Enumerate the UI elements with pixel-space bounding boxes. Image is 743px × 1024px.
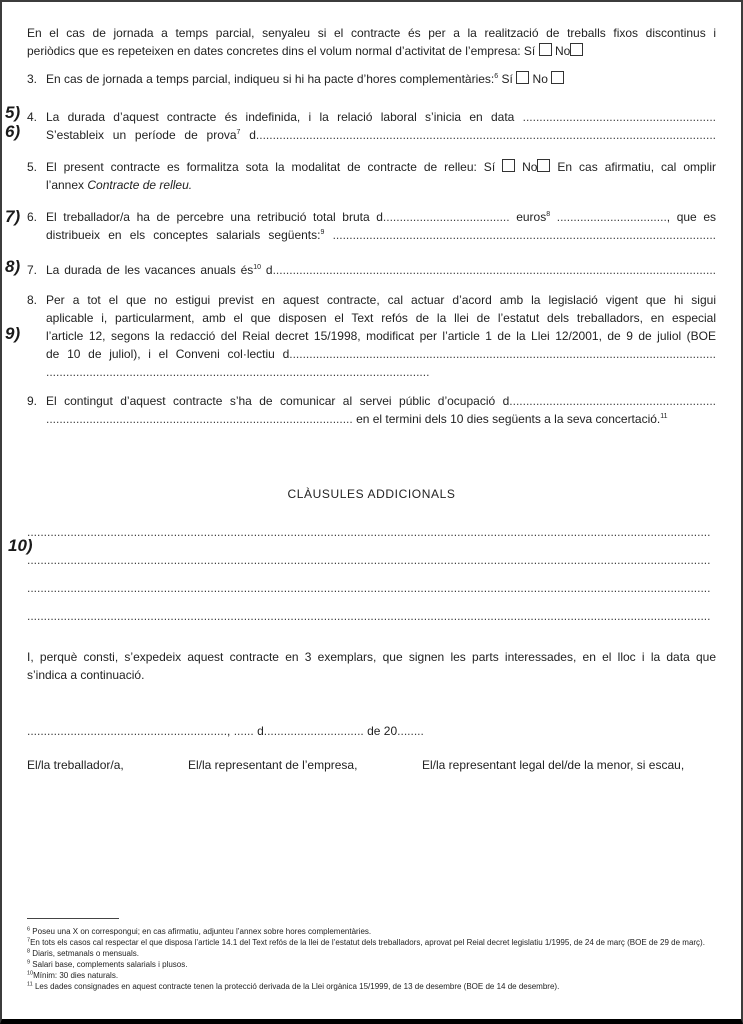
footnote-number: 6 [27, 926, 31, 933]
fill-in-field[interactable]: ................................................................................................................... [332, 228, 716, 242]
text-span: I, perquè consti, s’expedeix aquest contracte en 3 exemplars, que signen les parts interessades, en el lloc i la data que [27, 650, 716, 664]
footnote-text: Diaris, setmanals o mensuals. [30, 949, 139, 958]
margin-annotation-6: 6) [5, 122, 21, 141]
text-line [46, 363, 716, 381]
footnote [27, 981, 716, 992]
clause-text [46, 158, 716, 194]
margin-annotation-8: 8) [5, 257, 21, 276]
text-span: , que es [666, 210, 717, 224]
place-and-date-line [27, 722, 716, 740]
clause-number: 4. [27, 110, 38, 124]
footnote-reference: 8 [546, 211, 551, 218]
text-span: euros [509, 210, 547, 224]
text-span: No [551, 44, 571, 58]
text-span: S’estableix un període de prova [46, 128, 237, 142]
clause-text [46, 261, 716, 279]
footnote-separator-rule [27, 918, 119, 919]
clause-text [46, 291, 716, 381]
fill-in-field[interactable]: ................................................................................................................................ [289, 347, 716, 361]
text-line [46, 261, 716, 279]
footnote-list [27, 926, 716, 992]
clause-text [46, 208, 716, 244]
footnote-reference: 7 [236, 129, 241, 136]
footnote [27, 948, 716, 959]
clause-9 [27, 392, 716, 428]
checkbox[interactable] [516, 71, 529, 84]
clause-number: 7. [27, 263, 38, 277]
text-span: de 10 de juliol), i el Conveni col·lectiu d [46, 347, 290, 361]
text-line [46, 208, 716, 226]
text-span: En cas de jornada a temps parcial, indiqueu si hi ha pacte d’hores complementàries: [46, 72, 495, 86]
clause-text [46, 108, 716, 144]
additional-clauses-title: CLÀUSULES ADDICIONALS [287, 487, 456, 501]
text-line [46, 108, 716, 126]
checkbox[interactable] [539, 43, 552, 56]
text-line [46, 327, 716, 345]
clause-6 [5, 207, 717, 244]
clause-text [46, 392, 716, 428]
signature-labels-row [27, 756, 716, 774]
text-span: , [227, 724, 234, 738]
text-line [27, 666, 716, 684]
signature-label-legal-representative: El/la representant legal del/de la menor, si escau, [422, 758, 685, 772]
text-span: La durada de les vacances anuals és [46, 263, 254, 277]
fill-in-field[interactable]: ............................................................................................................................................................................................................. [27, 525, 711, 539]
intro-paragraph [27, 24, 716, 60]
footnote-number: 8 [27, 948, 31, 955]
footnote-number: 9 [27, 959, 31, 966]
clause-number: 6. [27, 210, 38, 224]
clause-number: 9. [27, 394, 38, 408]
fill-in-field[interactable]: ..................................................................................................................................... [272, 263, 716, 277]
text-span: d [261, 263, 273, 277]
footnote-text: Les dades consignades en aquest contracte tenen la protecció derivada de la Llei orgànica 15/1999, de 13 de desembre (BOE de 14 de desembre). [32, 982, 560, 991]
text-line [46, 158, 716, 176]
fill-in-field[interactable]: .............................................................. [509, 394, 716, 408]
footnote-number: 7 [27, 937, 31, 944]
additional-clauses-write-in-lines [8, 523, 716, 625]
margin-annotation-5: 5) [5, 103, 21, 122]
italic-text: Contracte de relleu. [87, 178, 193, 192]
text-line [46, 176, 716, 194]
text-line [27, 551, 716, 569]
footnote [27, 970, 716, 981]
signature-label-company-representative: El/la representant de l’empresa, [188, 758, 358, 772]
text-line [27, 579, 716, 597]
footnote [27, 926, 716, 937]
text-span: s’indica a continuació. [27, 668, 145, 682]
fill-in-field[interactable]: ................................. [556, 210, 667, 224]
footnote [27, 937, 716, 948]
checkbox[interactable] [551, 71, 564, 84]
text-span: El contingut d’aquest contracte s’ha de comunicar al servei públic d’ocupació d [46, 394, 510, 408]
clause-number: 8. [27, 293, 38, 307]
text-line [46, 70, 716, 88]
footnote [27, 959, 716, 970]
text-span: d [240, 128, 256, 142]
closing-paragraph [27, 648, 716, 684]
checkbox[interactable] [537, 159, 550, 172]
text-span: En el cas de jornada a temps parcial, senyaleu si el contracte és per a la realització de treballs fixos discontinus i [27, 26, 716, 40]
fill-in-field[interactable]: .............................. [263, 724, 364, 738]
text-span: Per a tot el que no estigui previst en aquest contracte, cal actuar d’acord amb la legislació vigent que hi sigui [46, 293, 716, 307]
margin-annotation-10: 10) [8, 536, 33, 555]
footnote-reference: 10 [253, 264, 262, 271]
clause-4 [5, 103, 716, 144]
checkbox[interactable] [502, 159, 515, 172]
text-span: distribueix en els conceptes salarials següents: [46, 228, 321, 242]
footnote-number: 11 [27, 981, 33, 988]
footnote-reference: 11 [660, 413, 668, 420]
text-span: de 20 [363, 724, 398, 738]
text-span: d [253, 724, 264, 738]
fill-in-field[interactable]: ............................................................................................................................................................................................................. [27, 581, 711, 595]
text-line [27, 648, 716, 666]
text-span: aplicable i, particularment, amb el que disposen el Text refós de la llei de l’estatut dels treballadors, en especial [46, 311, 716, 325]
footnotes-section [27, 918, 716, 992]
fill-in-field[interactable]: ............................................................ [27, 724, 228, 738]
text-span: En cas afirmatiu, cal omplir [550, 160, 716, 174]
fill-in-field[interactable]: ............................................................................................................................................................................................................. [27, 609, 711, 623]
text-span: Sí [498, 72, 517, 86]
text-span: l’article 12, segons la redacció del Reial decret 15/1998, modificat per l’article 1 de la Llei 12/2001, de 9 de juliol (BOE [46, 329, 716, 343]
margin-annotation-9: 9) [5, 324, 21, 343]
text-span: en el termini dels 10 dies següents a la seva concertació. [352, 412, 661, 426]
text-line [27, 42, 716, 60]
footnote-text: Salari base, complements salarials i plusos. [30, 960, 188, 969]
clause-text [46, 70, 716, 88]
text-span: El treballador/a ha de percebre una retribució total bruta d [46, 210, 383, 224]
text-span: No [515, 160, 538, 174]
text-line [27, 24, 716, 42]
fill-in-field[interactable]: .......................................................................................................................................... [255, 128, 716, 142]
text-line [46, 410, 716, 428]
fill-in-field[interactable]: ............................................................................................ [46, 412, 353, 426]
text-span: l’annex [46, 178, 88, 192]
fill-in-field[interactable]: ............................................................................................................................................................................................................. [27, 553, 711, 567]
fill-in-field[interactable]: ...................................... [382, 210, 510, 224]
footnote-reference: 9 [320, 229, 325, 236]
text-line [46, 291, 716, 309]
margin-annotation-7: 7) [5, 207, 21, 226]
text-line [27, 523, 716, 541]
text-line [46, 309, 716, 327]
clause-3 [27, 70, 716, 88]
fill-in-field[interactable]: .......................................................... [522, 110, 716, 124]
text-line [46, 345, 716, 363]
clause-8 [5, 291, 716, 381]
signature-label-worker: El/la treballador/a, [27, 758, 124, 772]
text-line [46, 226, 716, 244]
fill-in-field[interactable]: ................................................................................................................... [46, 365, 430, 379]
text-line [27, 607, 716, 625]
text-line [46, 392, 716, 410]
text-span: periòdics que es repeteixen en dates concretes dins el volum normal d’activitat de l’empresa: Sí [27, 44, 539, 58]
footnote-reference: 6 [494, 73, 499, 80]
text-line [27, 722, 716, 740]
clause-5 [27, 158, 716, 194]
text-span [550, 210, 557, 224]
footnote-text: Mínim: 30 dies naturals. [33, 971, 119, 980]
clause-number: 5. [27, 160, 38, 174]
text-span: No [529, 72, 552, 86]
footnote-number: 10 [27, 970, 34, 977]
fill-in-field[interactable]: ...... [233, 724, 254, 738]
fill-in-field[interactable]: ........ [397, 724, 424, 738]
text-line [46, 126, 716, 144]
text-span: El present contracte es formalitza sota la modalitat de contracte de relleu: Sí [46, 160, 503, 174]
clause-7 [5, 257, 716, 279]
footnote-text: Poseu una X on correspongui; en cas afirmatiu, adjunteu l’annex sobre hores complementàries. [30, 927, 372, 936]
clause-number: 3. [27, 72, 38, 86]
checkbox[interactable] [570, 43, 583, 56]
text-span: La durada d’aquest contracte és indefinida, i la relació laboral s’inicia en data [46, 110, 523, 124]
text-span [324, 228, 332, 242]
footnote-text: En tots els casos cal respectar el que disposa l’article 14.1 del Text refós de la llei de l’estatut dels treballadors, aprovat pel Reial decret legislatiu 1/1995, de 24 de març (BOE de 29 de març). [30, 938, 705, 947]
